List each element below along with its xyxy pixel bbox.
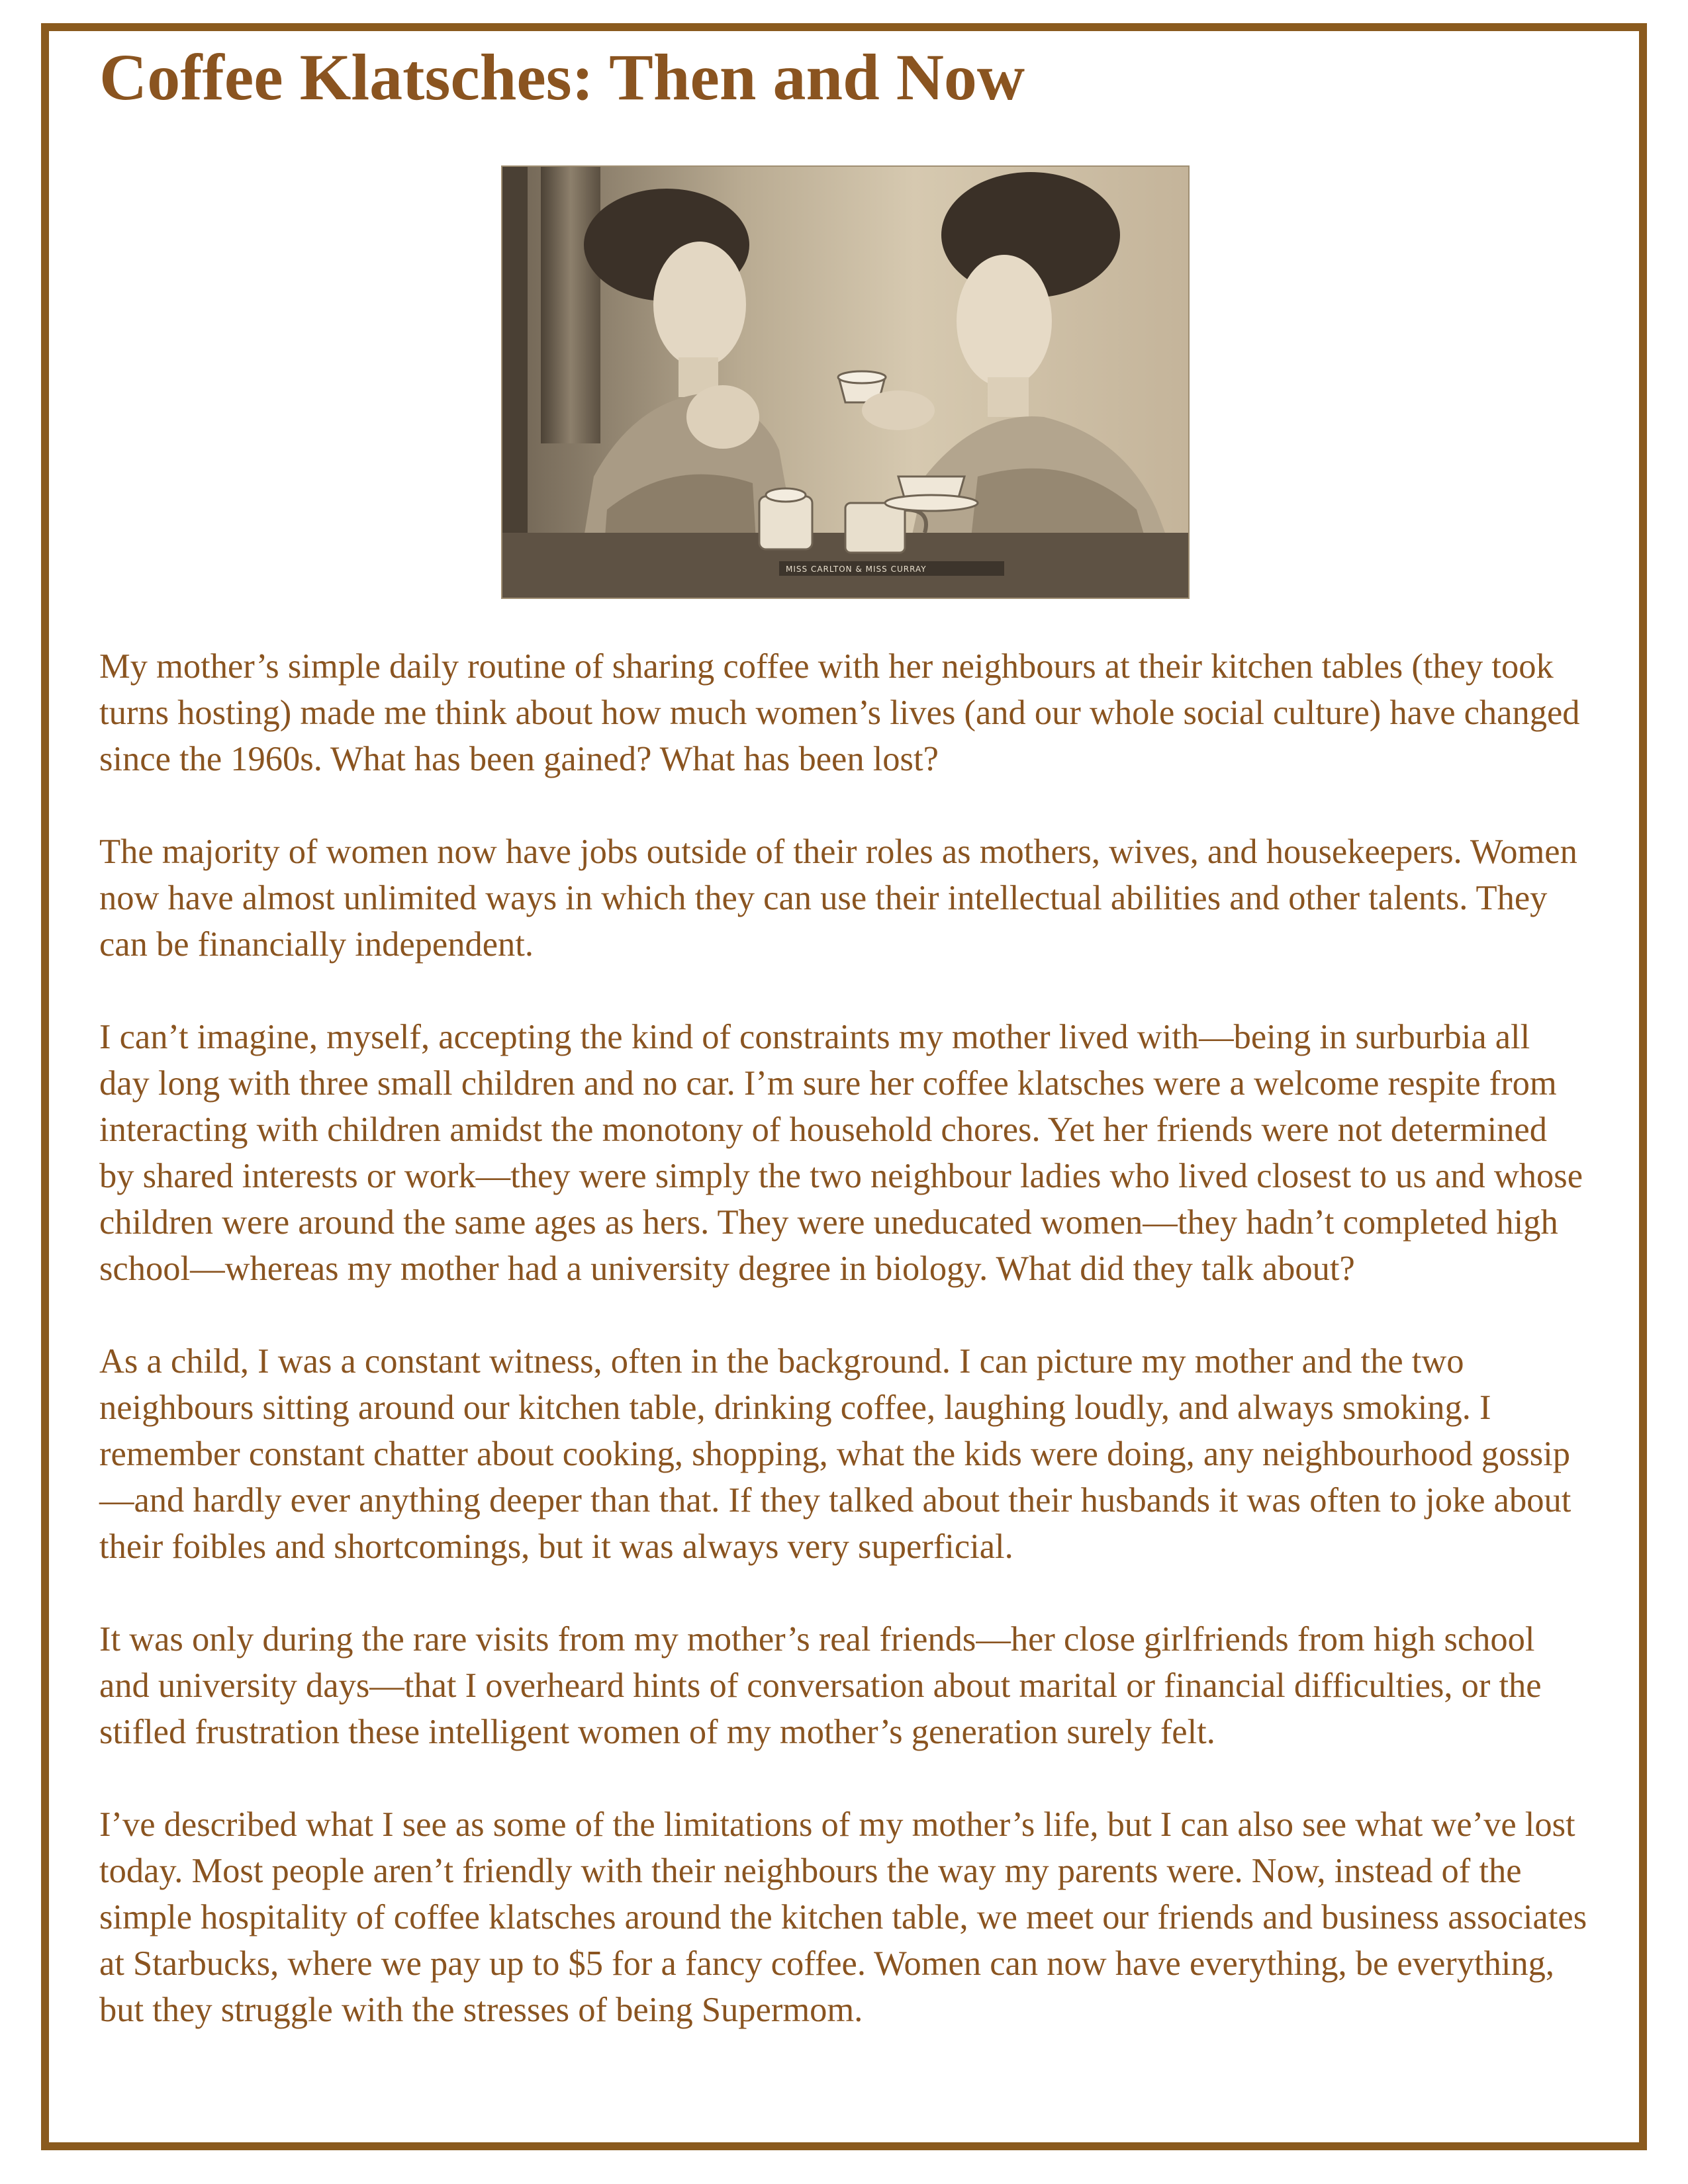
paragraph: My mother’s simple daily routine of sharing coffee with her neighbours at their kitchen tables (they took turns hosting) made me think about how much women’s lives (and our whole social culture) have changed since the 1960s. What has been gained? What has been lost?	[99, 647, 1580, 778]
paragraph: The majority of women now have jobs outside of their roles as mothers, wives, and housekeepers. Women now have almost unlimited ways in which they can use their intellectual abilities and other talents. They can be financially independent.	[99, 833, 1577, 964]
vintage-photo-illustration	[501, 165, 1190, 599]
page-title: Coffee Klatsches: Then and Now	[99, 40, 1025, 114]
photo-caption: MISS CARLTON & MISS CURRAY	[786, 565, 927, 574]
paragraph: It was only during the rare visits from my mother’s real friends—her close girlfriends from high school and university days—that I overheard hints of conversation about marital or financial difficulties, or the stifled frustration these intelligent women of my mother’s generation surely felt.	[99, 1620, 1542, 1751]
vintage-photo	[501, 165, 1190, 599]
article-body	[99, 643, 1589, 2079]
paragraph: I can’t imagine, myself, accepting the kind of constraints my mother lived with—being in surburbia all day long with three small children and no car. I’m sure her coffee klatsches were a welcome respite from interacting with children amidst the monotony of household chores. Yet her friends were not determined by shared interests or work—they were simply the two neighbour ladies who lived closest to us and whose children were around the same ages as hers. They were uneducated women—they hadn’t completed high school—whereas my mother had a university degree in biology. What did they talk about?	[99, 1018, 1583, 1288]
paragraph: As a child, I was a constant witness, often in the background. I can picture my mother and the two neighbours sitting around our kitchen table, drinking coffee, laughing loudly, and always smoking. I remember constant chatter about cooking, shopping, what the kids were doing, any neighbourhood gossip—and hardly ever anything deeper than that. If they talked about their husbands it was often to joke about their foibles and shortcomings, but it was always very superficial.	[99, 1342, 1571, 1566]
paragraph: I’ve described what I see as some of the limitations of my mother’s life, but I can also see what we’ve lost today. Most people aren’t friendly with their neighbours the way my parents were. Now, instead of the simple hospitality of coffee klatsches around the kitchen table, we meet our friends and business associates at Starbucks, where we pay up to $5 for a fancy coffee. Women can now have everything, be everything, but they struggle with the stresses of being Supermom.	[99, 1805, 1587, 2029]
